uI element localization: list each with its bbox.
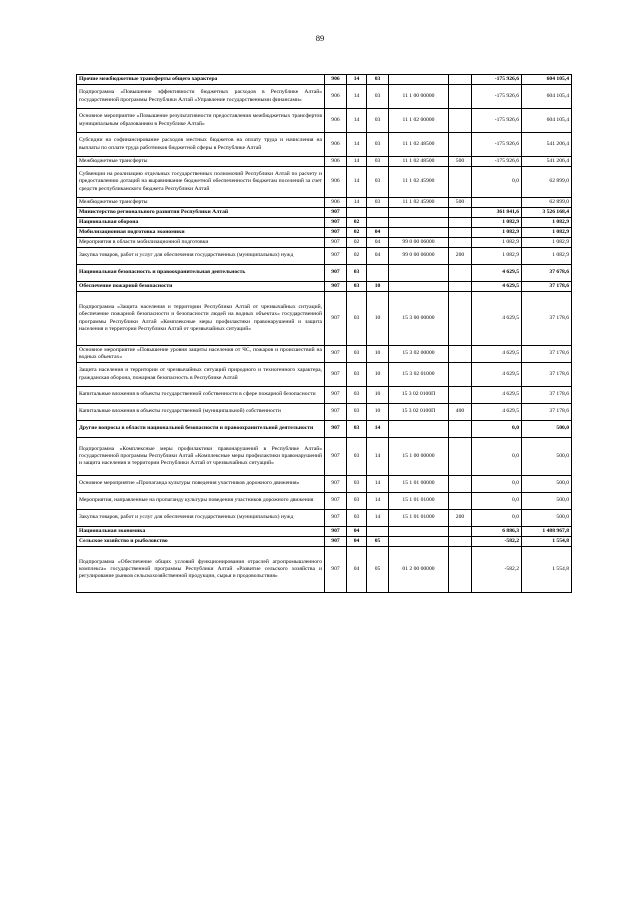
table-row: [77, 292, 572, 346]
target-article-cell: [389, 421, 449, 438]
section-code-cell: 14: [347, 198, 367, 208]
subsection-code-cell: 05: [367, 537, 389, 547]
expense-type-cell: [449, 527, 472, 537]
ministry-code-cell: 907: [325, 438, 347, 476]
row-name-cell: Межбюджетные трансферты: [77, 157, 325, 167]
ministry-code-cell: 907: [325, 248, 347, 265]
amount-total-cell: 37 178,6: [522, 404, 572, 421]
subsection-code-cell: 14: [367, 510, 389, 527]
row-name-cell: Национальная безопасность и правоохранительная деятельность: [77, 265, 325, 282]
ministry-code-cell: 907: [325, 387, 347, 404]
amount-total-cell: 3 526 168,4: [522, 208, 572, 218]
row-name-cell: Национальная оборона: [77, 218, 325, 228]
amount-total-cell: 37 178,6: [522, 387, 572, 404]
amount-total-cell: 541 206,4: [522, 157, 572, 167]
subsection-code-cell: 03: [367, 75, 389, 85]
row-name-cell: Обеспечение пожарной безопасности: [77, 282, 325, 292]
ministry-code-cell: 906: [325, 167, 347, 198]
amount-change-cell: -175 926,6: [472, 157, 522, 167]
target-article-cell: 15 3 00 00000: [389, 292, 449, 346]
amount-total-cell: 37 178,6: [522, 346, 572, 363]
table-row: [77, 228, 572, 238]
table-row: [77, 85, 572, 109]
ministry-code-cell: 907: [325, 510, 347, 527]
target-article-cell: 99 0 00 06000: [389, 238, 449, 248]
amount-total-cell: 604 105,4: [522, 75, 572, 85]
section-code-cell: 03: [347, 387, 367, 404]
amount-total-cell: 1 082,9: [522, 248, 572, 265]
row-name-cell: Мероприятия в области мобилизационной подготовки: [77, 238, 325, 248]
ministry-code-cell: 907: [325, 421, 347, 438]
ministry-code-cell: 906: [325, 109, 347, 133]
target-article-cell: 15 3 02 0100П: [389, 404, 449, 421]
target-article-cell: 15 1 01 01000: [389, 510, 449, 527]
row-name-cell: Мобилизационная подготовка экономики: [77, 228, 325, 238]
subsection-code-cell: 03: [367, 157, 389, 167]
table-row: [77, 218, 572, 228]
target-article-cell: 15 1 01 00000: [389, 476, 449, 493]
amount-total-cell: 604 105,4: [522, 109, 572, 133]
target-article-cell: 11 1 02 00000: [389, 109, 449, 133]
ministry-code-cell: 907: [325, 238, 347, 248]
target-article-cell: [389, 228, 449, 238]
expense-type-cell: [449, 363, 472, 387]
subsection-code-cell: 04: [367, 228, 389, 238]
section-code-cell: 03: [347, 476, 367, 493]
subsection-code-cell: 10: [367, 363, 389, 387]
ministry-code-cell: 907: [325, 228, 347, 238]
subsection-code-cell: 04: [367, 248, 389, 265]
expense-type-cell: [449, 265, 472, 282]
expense-type-cell: [449, 167, 472, 198]
expense-type-cell: [449, 537, 472, 547]
target-article-cell: [389, 537, 449, 547]
ministry-code-cell: 907: [325, 537, 347, 547]
expense-type-cell: [449, 421, 472, 438]
ministry-code-cell: 906: [325, 133, 347, 157]
amount-total-cell: 62 899,0: [522, 198, 572, 208]
expense-type-cell: 400: [449, 404, 472, 421]
section-code-cell: 04: [347, 537, 367, 547]
amount-total-cell: 1 082,9: [522, 218, 572, 228]
row-name-cell: Национальная экономика: [77, 527, 325, 537]
expense-type-cell: 200: [449, 248, 472, 265]
target-article-cell: 15 3 02 0100П: [389, 387, 449, 404]
subsection-code-cell: [367, 218, 389, 228]
row-name-cell: Капитальные вложения в объекты государственной (муниципальной) собственности: [77, 404, 325, 421]
table-row: [77, 387, 572, 404]
target-article-cell: 99 0 00 06000: [389, 248, 449, 265]
ministry-code-cell: 907: [325, 493, 347, 510]
amount-total-cell: 37 178,6: [522, 282, 572, 292]
subsection-code-cell: 14: [367, 438, 389, 476]
amount-change-cell: 0,0: [472, 493, 522, 510]
row-name-cell: Межбюджетные трансферты: [77, 198, 325, 208]
section-code-cell: 02: [347, 248, 367, 265]
section-code-cell: 03: [347, 292, 367, 346]
row-name-cell: Закупка товаров, работ и услуг для обеспечения государственных (муниципальных) нужд: [77, 248, 325, 265]
section-code-cell: 14: [347, 157, 367, 167]
ministry-code-cell: 906: [325, 198, 347, 208]
row-name-cell: Закупка товаров, работ и услуг для обеспечения государственных (муниципальных) нужд: [77, 510, 325, 527]
expense-type-cell: 500: [449, 198, 472, 208]
ministry-code-cell: 907: [325, 282, 347, 292]
section-code-cell: 14: [347, 133, 367, 157]
amount-total-cell: 541 206,4: [522, 133, 572, 157]
amount-change-cell: 1 082,9: [472, 238, 522, 248]
table-row: [77, 167, 572, 198]
table-row: [77, 157, 572, 167]
target-article-cell: [389, 282, 449, 292]
amount-change-cell: -175 926,6: [472, 85, 522, 109]
amount-total-cell: 1 082,9: [522, 238, 572, 248]
amount-change-cell: [472, 198, 522, 208]
row-name-cell: Основное мероприятие «Повышение результативности предоставления межбюджетных трансфертов муниципальным образованиям в Республике Алтай»: [77, 109, 325, 133]
table-row: [77, 438, 572, 476]
section-code-cell: 04: [347, 527, 367, 537]
amount-total-cell: 37 178,6: [522, 292, 572, 346]
expense-type-cell: [449, 282, 472, 292]
ministry-code-cell: 907: [325, 404, 347, 421]
ministry-code-cell: 907: [325, 265, 347, 282]
target-article-cell: [389, 527, 449, 537]
target-article-cell: 11 1 00 00000: [389, 85, 449, 109]
section-code-cell: 03: [347, 404, 367, 421]
target-article-cell: 11 1 02 48500: [389, 157, 449, 167]
row-name-cell: Подпрограмма «Обеспечение общих условий функционирования отраслей агропромышленного комплекса» государственной программы Республики Алтай «Развитие сельского хозяйства и регулирование рынков сельскохозяйственной продукции, сырья и продовольствия»: [77, 547, 325, 593]
subsection-code-cell: [367, 208, 389, 218]
amount-total-cell: 37 678,6: [522, 265, 572, 282]
ministry-code-cell: 907: [325, 547, 347, 593]
subsection-code-cell: 10: [367, 292, 389, 346]
ministry-code-cell: 907: [325, 527, 347, 537]
amount-total-cell: 500,0: [522, 421, 572, 438]
table-row: [77, 282, 572, 292]
amount-change-cell: -175 926,6: [472, 109, 522, 133]
section-code-cell: 03: [347, 282, 367, 292]
budget-table: [76, 74, 572, 593]
amount-total-cell: 604 105,4: [522, 85, 572, 109]
table-body: [77, 75, 572, 593]
table-row: [77, 346, 572, 363]
section-code-cell: 03: [347, 346, 367, 363]
row-name-cell: Капитальные вложения в объекты государственной собственности в сфере пожарной безопасности: [77, 387, 325, 404]
table-row: [77, 208, 572, 218]
table-row: [77, 493, 572, 510]
table-row: [77, 527, 572, 537]
amount-change-cell: 361 841,6: [472, 208, 522, 218]
table-row: [77, 404, 572, 421]
ministry-code-cell: 907: [325, 218, 347, 228]
subsection-code-cell: 03: [367, 85, 389, 109]
row-name-cell: Субвенции на реализацию отдельных государственных полномочий Республики Алтай по расчету и предоставлению дотаций на выравнивание бюджетной обеспеченности бюджетам поселений за счет средств республиканского бюджета Республики Алтай: [77, 167, 325, 198]
row-name-cell: Подпрограмма «Комплексные меры профилактики правонарушений в Республике Алтай» государственной программы Республики Алтай «Комплексные меры профилактики правонарушений и защита населения и территории Республики Алтай от чрезвычайных ситуаций»: [77, 438, 325, 476]
section-code-cell: 03: [347, 421, 367, 438]
target-article-cell: 11 1 02 45900: [389, 167, 449, 198]
amount-change-cell: 6 886,3: [472, 527, 522, 537]
section-code-cell: 02: [347, 238, 367, 248]
table-row: [77, 537, 572, 547]
ministry-code-cell: 907: [325, 363, 347, 387]
amount-total-cell: 1 082,9: [522, 228, 572, 238]
row-name-cell: Основное мероприятие «Повышение уровня защиты населения от ЧС, пожаров и происшествий на водных объектах»: [77, 346, 325, 363]
subsection-code-cell: [367, 527, 389, 537]
amount-change-cell: -582,2: [472, 537, 522, 547]
amount-change-cell: 4 629,5: [472, 265, 522, 282]
table-row: [77, 109, 572, 133]
row-name-cell: Министерство регионального развития Республики Алтай: [77, 208, 325, 218]
subsection-code-cell: 04: [367, 238, 389, 248]
amount-change-cell: 1 082,9: [472, 248, 522, 265]
expense-type-cell: [449, 208, 472, 218]
subsection-code-cell: 10: [367, 404, 389, 421]
subsection-code-cell: 05: [367, 547, 389, 593]
section-code-cell: 03: [347, 265, 367, 282]
table-row: [77, 198, 572, 208]
ministry-code-cell: 906: [325, 75, 347, 85]
ministry-code-cell: 906: [325, 85, 347, 109]
amount-total-cell: 500,0: [522, 476, 572, 493]
section-code-cell: 03: [347, 493, 367, 510]
amount-total-cell: 1 554,8: [522, 537, 572, 547]
expense-type-cell: [449, 493, 472, 510]
ministry-code-cell: 907: [325, 476, 347, 493]
section-code-cell: 03: [347, 363, 367, 387]
section-code-cell: 04: [347, 547, 367, 593]
target-article-cell: [389, 75, 449, 85]
amount-change-cell: 4 629,5: [472, 363, 522, 387]
table-row: [77, 133, 572, 157]
amount-total-cell: 62 899,0: [522, 167, 572, 198]
expense-type-cell: [449, 75, 472, 85]
expense-type-cell: [449, 218, 472, 228]
section-code-cell: 14: [347, 75, 367, 85]
section-code-cell: 02: [347, 228, 367, 238]
amount-total-cell: 1 488 967,8: [522, 527, 572, 537]
row-name-cell: Подпрограмма «Защита населения и территории Республики Алтай от чрезвычайных ситуаций, обеспечение пожарной безопасности и безопасности людей на водных объектах» государственной программы Республики Алтай «Комплексные меры профилактики правонарушений и защита населения и территории Республики Алтай от чрезвычайных ситуаций»: [77, 292, 325, 346]
amount-total-cell: 500,0: [522, 493, 572, 510]
section-code-cell: 14: [347, 85, 367, 109]
amount-change-cell: 0,0: [472, 167, 522, 198]
ministry-code-cell: 907: [325, 346, 347, 363]
table-row: [77, 547, 572, 593]
target-article-cell: [389, 265, 449, 282]
expense-type-cell: 200: [449, 510, 472, 527]
table-row: [77, 476, 572, 493]
amount-change-cell: 4 629,5: [472, 346, 522, 363]
amount-change-cell: 4 629,5: [472, 292, 522, 346]
subsection-code-cell: 14: [367, 476, 389, 493]
amount-change-cell: 0,0: [472, 421, 522, 438]
ministry-code-cell: 907: [325, 292, 347, 346]
section-code-cell: 14: [347, 167, 367, 198]
subsection-code-cell: 10: [367, 346, 389, 363]
amount-change-cell: -175 926,6: [472, 75, 522, 85]
target-article-cell: 11 1 02 45900: [389, 198, 449, 208]
row-name-cell: Подпрограмма «Повышение эффективности бюджетных расходов в Республике Алтай» государственной программы Республики Алтай «Управление государственными финансами»: [77, 85, 325, 109]
section-code-cell: 03: [347, 438, 367, 476]
amount-total-cell: 500,0: [522, 510, 572, 527]
target-article-cell: 15 1 00 00000: [389, 438, 449, 476]
amount-change-cell: -582,2: [472, 547, 522, 593]
section-code-cell: 03: [347, 510, 367, 527]
ministry-code-cell: 906: [325, 157, 347, 167]
amount-total-cell: 37 178,6: [522, 363, 572, 387]
section-code-cell: [347, 208, 367, 218]
subsection-code-cell: [367, 265, 389, 282]
amount-total-cell: 1 554,8: [522, 547, 572, 593]
target-article-cell: 15 1 01 01000: [389, 493, 449, 510]
table-row: [77, 248, 572, 265]
subsection-code-cell: 03: [367, 133, 389, 157]
amount-change-cell: 4 629,5: [472, 387, 522, 404]
row-name-cell: Основное мероприятие «Пропаганда культуры поведения участников дорожного движения»: [77, 476, 325, 493]
subsection-code-cell: 14: [367, 421, 389, 438]
ministry-code-cell: 907: [325, 208, 347, 218]
target-article-cell: 15 3 02 00000: [389, 346, 449, 363]
row-name-cell: Защита населения и территории от чрезвычайных ситуаций природного и техногенного характера, гражданская оборона, пожарная безопасность в Республике Алтай: [77, 363, 325, 387]
expense-type-cell: [449, 476, 472, 493]
table-row: [77, 75, 572, 85]
subsection-code-cell: 10: [367, 282, 389, 292]
page-number: 89: [315, 33, 325, 43]
amount-total-cell: 500,0: [522, 438, 572, 476]
table-row: [77, 265, 572, 282]
expense-type-cell: [449, 238, 472, 248]
table-row: [77, 238, 572, 248]
subsection-code-cell: 03: [367, 109, 389, 133]
row-name-cell: Другие вопросы в области национальной безопасности и правоохранительной деятельности: [77, 421, 325, 438]
target-article-cell: 11 1 02 48500: [389, 133, 449, 157]
expense-type-cell: [449, 133, 472, 157]
row-name-cell: Сельское хозяйство и рыболовство: [77, 537, 325, 547]
expense-type-cell: [449, 85, 472, 109]
section-code-cell: 14: [347, 109, 367, 133]
expense-type-cell: [449, 438, 472, 476]
amount-change-cell: 1 082,9: [472, 218, 522, 228]
row-name-cell: Прочие межбюджетные трансферты общего характера: [77, 75, 325, 85]
amount-change-cell: 0,0: [472, 438, 522, 476]
row-name-cell: Субсидии на софинансирование расходов местных бюджетов на оплату труда и начисления на выплаты по оплате труда работников бюджетной сферы в Республике Алтай: [77, 133, 325, 157]
expense-type-cell: [449, 547, 472, 593]
expense-type-cell: [449, 387, 472, 404]
expense-type-cell: 500: [449, 157, 472, 167]
expense-type-cell: [449, 292, 472, 346]
subsection-code-cell: 03: [367, 167, 389, 198]
target-article-cell: [389, 208, 449, 218]
amount-change-cell: 4 629,5: [472, 404, 522, 421]
expense-type-cell: [449, 109, 472, 133]
subsection-code-cell: 03: [367, 198, 389, 208]
section-code-cell: 02: [347, 218, 367, 228]
subsection-code-cell: 10: [367, 387, 389, 404]
amount-change-cell: 0,0: [472, 476, 522, 493]
expense-type-cell: [449, 228, 472, 238]
row-name-cell: Мероприятия, направленные на пропаганду культуры поведения участников дорожного движения: [77, 493, 325, 510]
amount-change-cell: 4 629,5: [472, 282, 522, 292]
target-article-cell: 15 3 02 01000: [389, 363, 449, 387]
subsection-code-cell: 14: [367, 493, 389, 510]
amount-change-cell: 1 082,9: [472, 228, 522, 238]
table-row: [77, 421, 572, 438]
amount-change-cell: 0,0: [472, 510, 522, 527]
table-row: [77, 363, 572, 387]
table-row: [77, 510, 572, 527]
expense-type-cell: [449, 346, 472, 363]
amount-change-cell: -175 926,6: [472, 133, 522, 157]
target-article-cell: 01 2 00 00000: [389, 547, 449, 593]
target-article-cell: [389, 218, 449, 228]
